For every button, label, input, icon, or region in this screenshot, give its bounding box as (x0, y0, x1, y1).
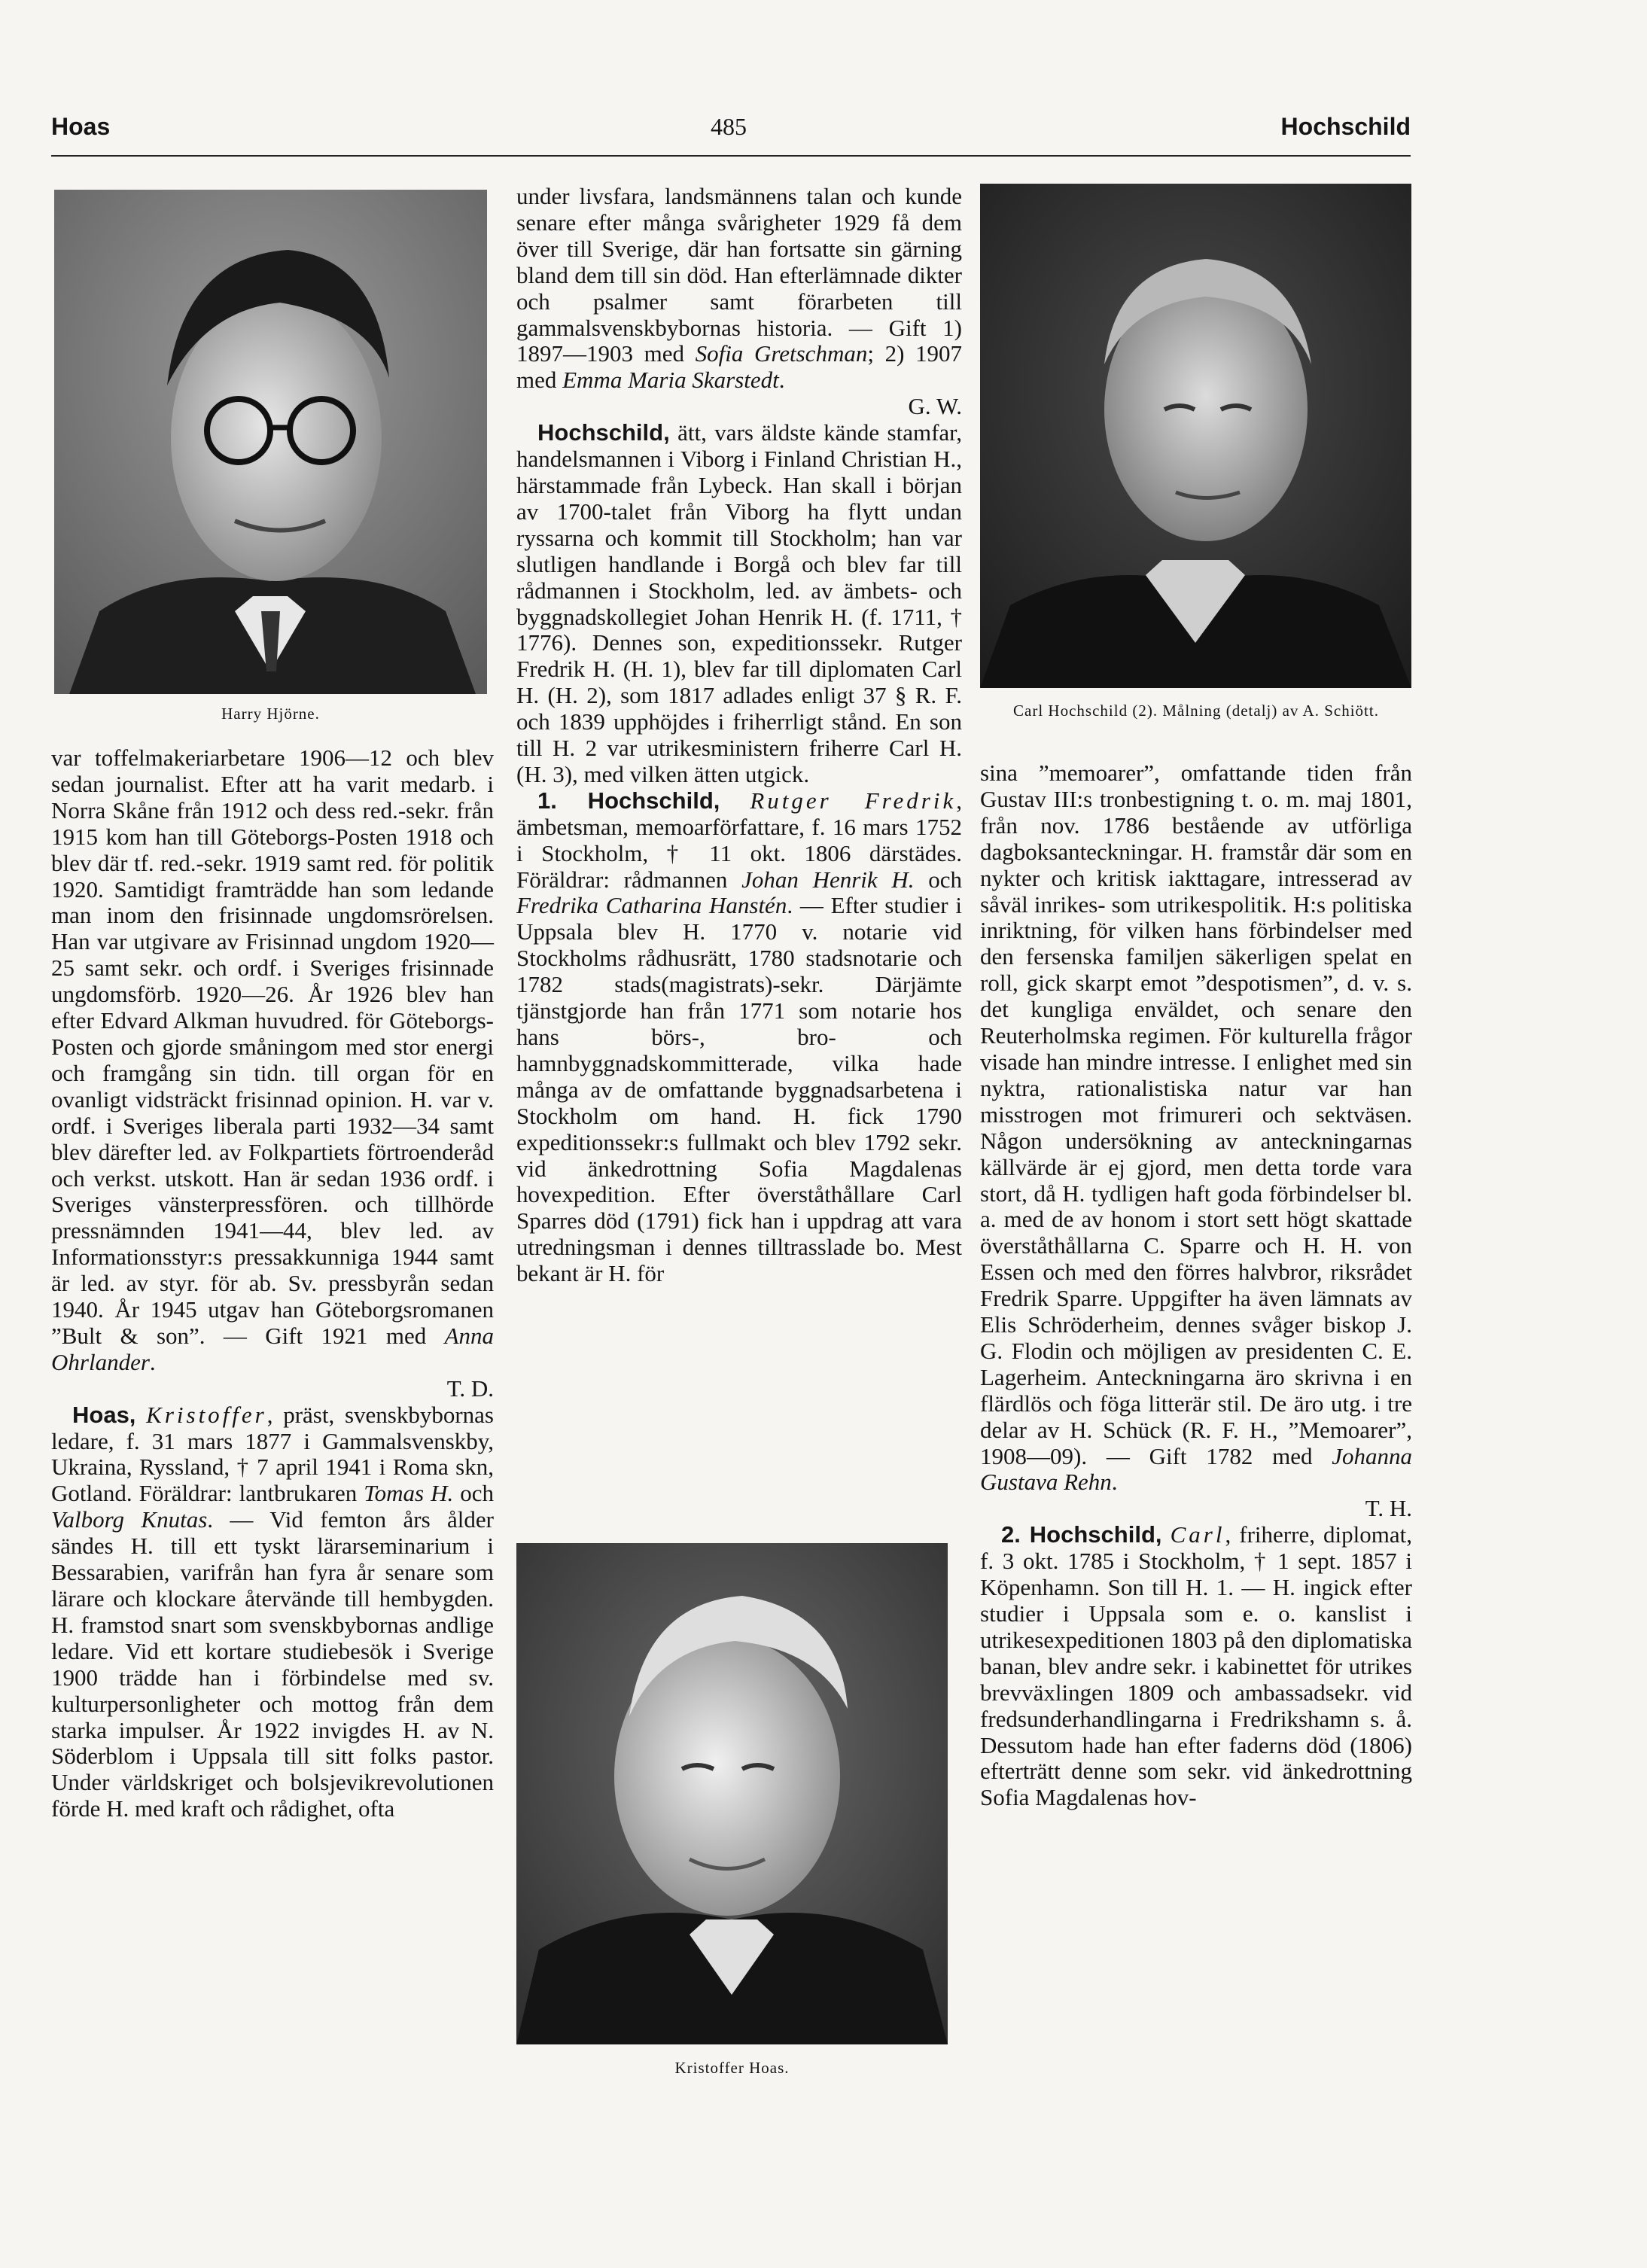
text-run: ; 2) 1907 med (516, 340, 963, 394)
entry-headword: 2. Hochschild, (1001, 1521, 1162, 1548)
portrait-photo-kristoffer-hoas (516, 1543, 948, 2044)
entry-given-name: Kristoffer (146, 1401, 267, 1428)
name-italic: Tomas H. (364, 1480, 454, 1507)
text-run: . (1111, 1469, 1118, 1496)
header-rule (51, 155, 1411, 157)
text-run: var toffelmakeriarbetare 1906—12 och blev sedan journalist. Efter att ha varit medarb. i Norra Skåne från 1912 och dess red.-sekr. från 1915 kom han till Göteborgs-Posten 1918 och blev där tf. red.-sekr. 1919 samt red. för politik 1920. Samtidigt framträdde han som ledande man inom den frisinnade ungdomsrörelsen. Han var utgivare av Frisinnad ungdom 1920—25 samt sekr. och ordf. i Sveriges frisinnade ungdomsförb. 1920—26. År 1926 blev han efter Edvard Alkman huvudred. för Göteborgs-Posten och gjorde småningom med stor energi och framgång sin tidn. till organ för en ovanligt vidsträckt frisinnad opinion. H. var v. ordf. i Sveriges liberala parti 1932—34 samt blev därefter led. av Folkpartiets förtroenderåd och verkst. utskott. Han är sedan 1936 ordf. i Sveriges vänsterpressfören. och tillhörde pressnämnden 1941—44, blev led. av Informationsstyr:s pressakkunniga 1944 samt är led. av styr. för ab. Sv. pressbyrån sedan 1940. År 1945 utgav han Göteborgsromanen ”Bult & son”. — Gift 1921 med (51, 744, 494, 1349)
entry-headword: Hochschild, (537, 419, 670, 446)
paragraph-hjorne (51, 745, 494, 1376)
entry-hochschild-carl (980, 1522, 1412, 1811)
text-run: , friherre, diplomat, f. 3 okt. 1785 i Stockholm, † 1 sept. 1857 i Köpenhamn. Son till H. 1. — H. ingick efter studier i Uppsala som e. o. kanslist i utrikesexpeditionen 1803 på den diplomatiska banan, blev andre sekr. i kabinettet för utrikes brevväxlingen 1809 och ambassadsekr. vid fredsunderhandlingarna i Fredrikshamn s. å. Dessutom hade han efter faderns död (1806) efterträtt denne som sekr. vid änkedrottning Sofia Magdalenas hov- (980, 1521, 1413, 1811)
name-italic: Anna Ohrlander (51, 1322, 494, 1375)
caption-carl-hochschild: Carl Hochschild (2). Målning (detalj) av A. Schiött. (1013, 702, 1379, 720)
entry-given-name: Rutger Fredrik (750, 787, 957, 814)
text-run: och (914, 866, 963, 893)
entry-hochschild-rutger-fredrik (516, 788, 962, 1287)
name-italic: Sofia Gretschman (695, 340, 868, 367)
paragraph-rutger-continued (980, 760, 1412, 1496)
entry-headword: 1. Hochschild, (537, 787, 720, 814)
name-italic: Johanna Gustava Rehn (980, 1442, 1412, 1496)
running-head-left: Hoas (51, 113, 111, 140)
text-run: . — Efter studier i Uppsala blev H. 1770 v. notarie vid Stockholms rådhusrätt, 1780 stadsnotarie och 1782 stads(magistrats)-sekr. Därjämte tjänstgjorde han från 1771 som notarie hos hans börs-, bro- och hamnbyggnadskommitterade, vilka hade många av de omfattande byggnadsarbetena i Stockholm om hand. H. fick 1790 expeditionssekr:s fullmakt och blev 1792 sekr. vid änkedrottning Sofia Magdalenas hovexpedition. Efter överståthållare Carl Sparres död (1791) fick han i uppdrag att vara utredningsman i dennes tilltrasslade bo. Mest bekant är H. för (516, 892, 962, 1287)
paragraph-hoas-continued (516, 184, 962, 394)
text-run: och (453, 1480, 495, 1507)
text-run: . (778, 367, 785, 394)
portrait-painting-carl-hochschild (980, 184, 1411, 688)
text-run: . — Vid femton års ålder sändes H. till ett tyskt lärarseminarium i Bessarabien, varifrån han fyra år senare som lärare och klockare återvände till hembygden. H. framstod snart som svenskbybornas andlige ledare. Vid ett kortare studiebesök i Sverige 1900 trädde han i förbindelse med sv. kulturpersonligheter och mottog från dem starka impulser. År 1922 invigdes H. av N. Söderblom i Uppsala till sitt folks pastor. Under världskriget och bolsjevikrevolutionen förde H. med kraft och rådighet, ofta (51, 1506, 494, 1822)
caption-harry-hjorne: Harry Hjörne. (221, 705, 320, 723)
text-run: , präst, svenskbybornas ledare, f. 31 mars 1877 i Gammalsvenskby, Ukraina, Ryssland, † 7 april 1941 i Roma skn, Gotland. Föräldrar: lantbrukaren (51, 1401, 495, 1507)
name-italic: Emma Maria Skarstedt (562, 367, 779, 394)
text-run: , ämbetsman, memoarförfattare, f. 16 mars 1752 i Stockholm, † 11 okt. 1806 därstädes. Föräldrar: rådmannen (516, 787, 962, 893)
text-run: sina ”memoarer”, omfattande tiden från Gustav III:s tronbestigning t. o. m. maj 1801, från nov. 1786 bestående av utförliga dagboksanteckningar. H. framstår där som en nykter och kritisk iakttagare, intresserad av såväl inrikes- som utrikespolitik. H:s politiska inriktning, för vilken hans förbindelser med den fersenska familjen säkerligen spelat en roll, gick skarpt emot ”despotismen”, d. v. s. det kungliga enväldet, och senare den Reuterholmska regimen. För kulturella frågor visade han mindre intresse. I enlighet med sin nyktra, rationalistiska natur var han misstrogen mot frimureri och sektväsen. Någon undersökning av anteckningarnas källvärde är ej gjord, men detta torde vara stort, då H. tydligen haft goda förbindelser bl. a. med de av honom i stort sett högt skattade överståthållarna C. Sparre och H. H. von Essen och med den förres halvbror, riksrådet Fredrik Sparre. Uppgifter ha även lämnats av Elis Schröderheim, dennes svåger biskop J. G. Flodin och möjligen av presidenten C. E. Lagerheim. Anteckningarna äro skrivna i en flärdlös och föga litterär stil. De äro utg. i tre delar av H. Schück (R. F. H., ”Memoarer”, 1908—09). — Gift 1782 med (980, 760, 1412, 1469)
entry-hoas-kristoffer (51, 1402, 494, 1823)
author-signature: G. W. (908, 393, 962, 420)
text-column-3 (980, 760, 1412, 1811)
name-italic: Johan Henrik H. (741, 866, 915, 893)
author-signature: T. H. (1365, 1495, 1412, 1522)
name-italic: Fredrika Catharina Hanstén (516, 892, 787, 919)
name-italic: Valborg Knutas (51, 1506, 208, 1533)
author-signature: T. D. (446, 1374, 494, 1402)
running-head-right: Hochschild (1280, 113, 1411, 140)
text-column-1 (51, 745, 494, 1822)
entry-hochschild-family (516, 420, 962, 788)
text-run: ätt, vars äldste kände stamfar, handelsmannen i Viborg i Finland Christian H., härstammade från Lybeck. Han skall i början av 1700-talet från Viborg ha flytt undan ryssarna och kommit till Stockholm; han var slutligen handlande i Borgå och blev far till rådmannen i Stockholm, led. av ämbets- och byggnadskollegiet Johan Henrik H. (f. 1711, † 1776). Dennes son, expeditionssekr. Rutger Fredrik H. (H. 1), blev far till diplomaten Carl H. (H. 2), som 1817 adlades enligt 37 § R. F. och 1839 upphöjdes i friherrligt stånd. En son till H. 2 var utrikesministern friherre Carl H. (H. 3), med vilken ätten utgick. (516, 419, 962, 787)
text-column-2 (516, 184, 962, 1287)
text-run: . (149, 1348, 156, 1375)
entry-given-name: Carl (1170, 1521, 1225, 1548)
text-run: under livsfara, landsmännens talan och kunde senare efter många svårigheter 1929 få dem över till Sverige, där han fortsatte sin gärning bland dem till sin död. Han efterlämnade dikter och psalmer samt förarbeten till gammalsvenskbybornas historia. — Gift 1) 1897—1903 med (516, 183, 962, 367)
portrait-photo-harry-hjorne (54, 190, 487, 694)
entry-headword: Hoas, (72, 1401, 136, 1428)
page-number: 485 (711, 113, 747, 140)
caption-kristoffer-hoas: Kristoffer Hoas. (674, 2059, 790, 2077)
